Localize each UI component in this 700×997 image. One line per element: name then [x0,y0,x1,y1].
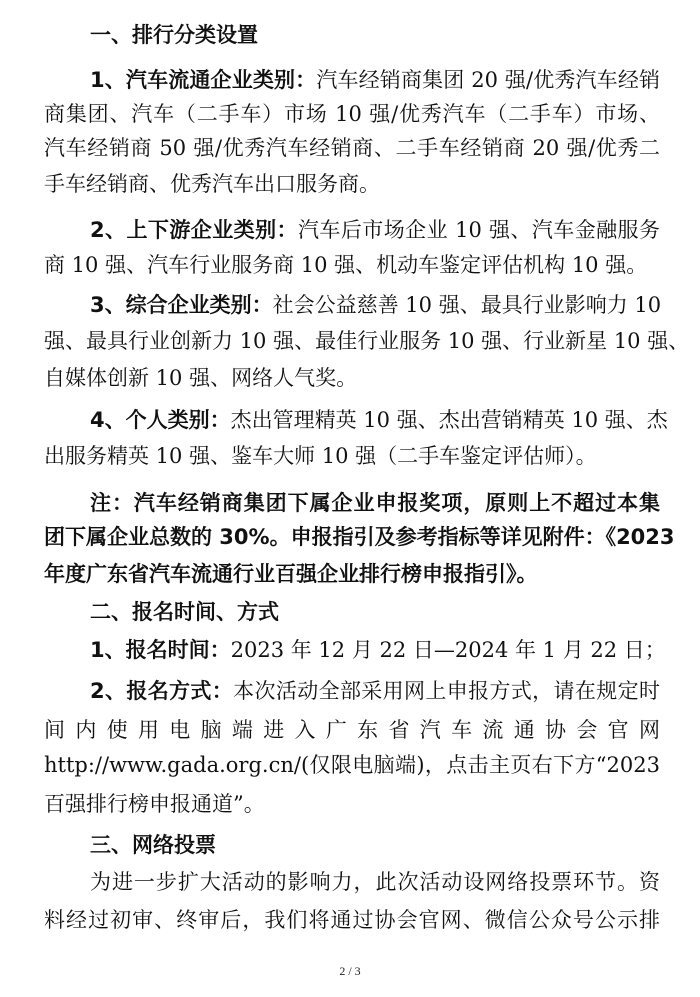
item-2-2-label: 2、报名方式： [90,679,234,703]
section-heading-1-text: 一、排行分类设置 [90,23,258,47]
item-2-1-label: 1、报名时间： [90,638,231,662]
note-line-1: 注：汽车经销商集团下属企业申报奖项，原则上不超过本集 [90,491,660,515]
item-1-2-line-2: 商 10 强、汽车行业服务商 10 强、机动车鉴定评估机构 10 强。 [44,253,648,277]
item-1-2-line-1 [90,215,660,245]
item-1-1-line-1-text: 汽车经销商集团 20 强/优秀汽车经销 [316,68,660,92]
section-heading-3-text: 三、网络投票 [90,833,216,857]
note-line-3: 年度广东省汽车流通行业百强企业排行榜申报指引》。 [44,562,538,586]
section-heading-1 [90,20,258,50]
section-heading-3 [90,830,216,860]
item-1-1-line-2: 商集团、汽车（二手车）市场 10 强/优秀汽车（二手车）市场、 [44,102,660,126]
item-2-2-line-2: 间内使用电脑端进入广东省汽车流通协会官网 [44,718,660,742]
item-1-4-label: 4、个人类别： [90,408,231,432]
item-1-1-line-3: 汽车经销商 50 强/优秀汽车经销商、二手车经销商 20 强/优秀二 [44,136,660,160]
item-1-1-line-1 [90,65,660,95]
section-3-para-line-1: 为进一步扩大活动的影响力，此次活动设网络投票环节。资 [90,870,660,894]
item-2-1 [90,635,666,665]
item-1-3-line-1 [90,290,660,320]
item-2-2-line-1 [90,676,660,706]
item-1-4-line-2: 出服务精英 10 强、鉴车大师 10 强（二手车鉴定评估师）。 [44,444,597,468]
item-2-2-line-1-text: 本次活动全部采用网上申报方式，请在规定时 [233,679,660,703]
page-number: 2 / 3 [339,964,361,978]
item-1-4-line-1-text: 杰出管理精英 10 强、杰出营销精英 10 强、杰 [230,408,668,432]
item-1-1-label: 1、汽车流通企业类别： [90,68,317,92]
item-2-2-line-4: 百强排行榜申报通道”。 [44,792,265,816]
item-1-3-line-3: 自媒体创新 10 强、网络人气奖。 [44,366,358,390]
item-2-1-text: 2023 年 12 月 22 日—2024 年 1 月 22 日； [230,638,666,662]
section-3-para-line-2: 料经过初审、终审后，我们将通过协会官网、微信公众号公示排 [44,908,660,932]
section-heading-2 [90,597,279,627]
item-1-4-line-1 [90,405,668,435]
item-1-3-line-2: 强、最具行业创新力 10 强、最佳行业服务 10 强、行业新星 10 强、 [44,329,690,353]
item-1-1-line-4: 手车经销商、优秀汽车出口服务商。 [44,172,380,196]
item-1-3-label: 3、综合企业类别： [90,293,273,317]
item-1-2-label: 2、上下游企业类别： [90,218,298,242]
item-1-3-line-1-text: 社会公益慈善 10 强、最具行业影响力 10 [272,293,662,317]
item-1-2-line-1-text: 汽车后市场企业 10 强、汽车金融服务 [297,218,660,242]
item-2-2-line-3: http://www.gada.org.cn/(仅限电脑端)，点击主页右下方“2023 [44,753,660,777]
note-line-2: 团下属企业总数的 30%。申报指引及参考指标等详见附件：《2023 [44,525,675,549]
section-heading-2-text: 二、报名时间、方式 [90,600,279,624]
